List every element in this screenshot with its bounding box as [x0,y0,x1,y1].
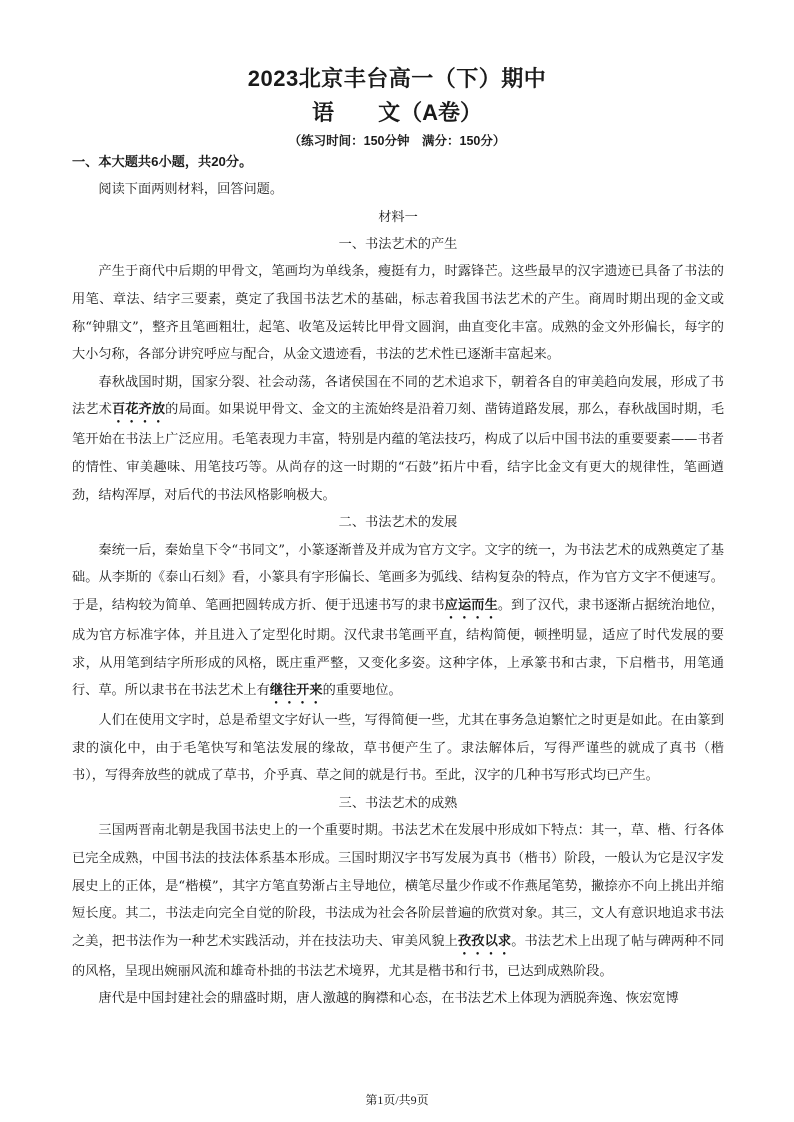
paragraph-text: 秦统一后，秦始皇下令“书同文”，小篆逐渐普及并成为官方文字。文字的统一，为书法艺术的成熟奠定了基础。从李斯的《泰山石刻》看，小篆具有字形偏长、笔画多为弧线、结构复杂的特点，作为官方文字不便速写。于是，结构较为简单、笔画把圆转成方折、便于迅速书写的隶书 [72,542,724,613]
part1-title: 一、书法艺术的产生 [338,236,458,252]
emphasized-phrase: 百花齐放 [111,402,166,418]
part3-title: 三、书法艺术的成熟 [338,795,458,811]
material-title: 材料一 [378,209,418,225]
paragraph [72,817,724,985]
subject-edition: 文（A卷） [378,100,482,125]
emphasized-phrase: 继往开来 [269,683,323,699]
reading-instruction: 阅读下面两则材料，回答问题。 [98,181,284,197]
part2-title: 二、书法艺术的发展 [338,515,458,531]
exam-subject-title [0,96,794,127]
paragraph [72,369,724,509]
paragraph-text: 春秋战国时期，国家分裂、社会动荡，各诸侯国在不同的艺术追求下，朝着各自的审美趋向发展，形成了书法艺术 [72,374,724,418]
exam-body [72,148,724,1013]
exam-info: （练习时间：150分钟 满分：150分） [288,134,506,148]
exam-title: 2023北京丰台高一（下）期中 [247,66,547,91]
paragraph-text: 三国两晋南北朝是我国书法史上的一个重要时期。书法艺术在发展中形成如下特点：其一，草、楷、行各体已完全成熟，中国书法的技法体系基本形成。三国时期汉字书写发展为真书（楷书）阶段，一般认为它是汉字发展史上的正体，是“楷模”，其字方笔直势渐占主导地位，横笔尽量少作或不作燕尾笔势，撇捺亦不向上挑出并缩短长度。其二，书法走向完全自觉的阶段，书法成为社会各阶层普遍的欣赏对象。其三，文人有意识地追求书法之美，把书法作为一种艺术实践活动，并在技法功夫、审美风貌上 [72,823,724,949]
paragraph: 人们在使用文字时，总是希望文字好认一些，写得简便一些，尤其在事务急迫繁忙之时更是如此。在由篆到隶的演化中，由于毛笔快写和笔法发展的缘故，草书便产生了。隶法解体后，写得严谨些的就成了真书（楷书），写得奔放些的就成了草书，介乎真、草之间的就是行书。至此，汉字的几种书写形式均已产生。 [72,713,724,784]
subject-char: 语 [312,100,335,125]
paragraph: 产生于商代中后期的甲骨文，笔画均为单线条，瘦挺有力，时露锋芒。这些最早的汉字遗迹已具备了书法的用笔、章法、结字三要素，奠定了我国书法艺术的基础，标志着我国书法艺术的产生。商周时期出现的金文或称“钟鼎文”，整齐且笔画粗壮，起笔、收笔及运转比甲骨文圆润，曲直变化丰富。成熟的金文外形偏长，每字的大小匀称，各部分讲究呼应与配合，从金文遗迹看，书法的艺术性已逐渐丰富起来。 [72,264,724,363]
paragraph: 唐代是中国封建社会的鼎盛时期，唐人激越的胸襟和心态，在书法艺术上体现为洒脱奔逸、恢宏宽博 [98,991,679,1007]
section-heading: 一、本大题共6小题，共20分。 [72,154,253,169]
emphasized-phrase: 应运而生 [444,597,498,613]
emphasized-phrase: 孜孜以求 [457,933,512,949]
paragraph-text: 的局面。如果说甲骨文、金文的主流始终是沿着刀刻、凿铸道路发展，那么，春秋战国时期，毛笔开始在书法上广泛应用。毛笔表现力丰富，特别是内蕴的笔法技巧，构成了以后中国书法的重要要素——书者的情性、审美趣味、用笔技巧等。从尚存的这一时期的“石鼓”拓片中看，结字比金文有更大的规律性，笔画遒劲，结构浑厚，对后代的书法风格影响极大。 [72,402,725,503]
paragraph-text: 的重要地位。 [322,683,402,699]
page-indicator: 第1页/共9页 [365,1093,429,1107]
paragraph [72,537,724,707]
paragraph-text: 。到了汉代，隶书逐渐占据统治地位，成为官方标准字体，并且进入了定型化时期。汉代隶书笔画平直，结构简便，顿挫明显，适应了时代发展的要求，从用笔到结字所形成的风格，既庄重严整，又变化多姿。这种字体，上承篆书和古隶，下启楷书，用笔通行、草。所以隶书在书法艺术上有 [72,597,724,699]
paragraph-text: 。书法艺术上出现了帖与碑两种不同的风格，呈现出婉丽风流和雄奇朴拙的书法艺术境界，尤其是楷书和行书，已达到成熟阶段。 [72,933,725,979]
